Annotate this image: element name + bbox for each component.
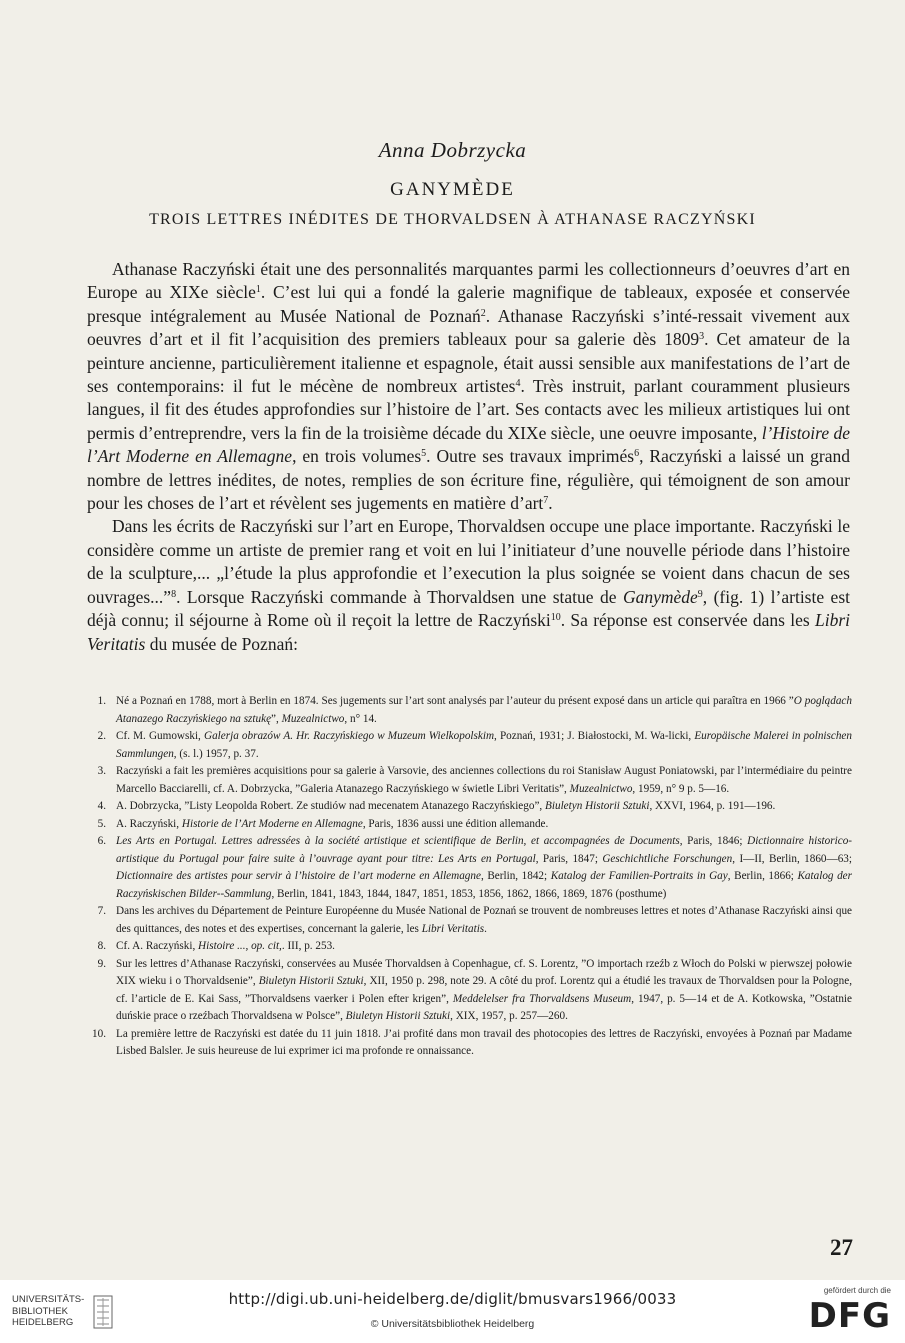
- text-run: . Sa réponse est conservée dans les: [560, 610, 815, 631]
- italic-text: Ganymède: [622, 586, 698, 607]
- italic-text: Les Arts en Portugal. Lettres adressées à la société artistique et scientifique de Berlin, et accompagnées de Documents: [116, 835, 680, 847]
- text-run: . Cet amateur de la peinture ancienne, particulièrement italienne et espagnole, était aussi sensible aux manifestations de l’art de ses contemporains: il fut le mécène de nombreux artistes: [87, 329, 850, 397]
- footnote-item: [86, 728, 852, 763]
- text-run: . III, p. 253.: [281, 940, 335, 952]
- text-run: Dans les écrits de Raczyński sur l’art en Europe, Thorvaldsen occupe une place importante. Raczyński le considère comme un artiste de premier rang et voit en lui l’initiateur d’une nouvelle période dans l’histoire de la sculpture,... „l’étude la plus approfondie et l’execution la plus soignée se voient dans chacun de ses ouvrages...”: [87, 516, 850, 607]
- italic-text: Libri Veritatis: [87, 610, 850, 654]
- footnote-ref: 4: [515, 378, 521, 390]
- footnote-number: 9.: [97, 957, 106, 970]
- footnote-ref: 8: [171, 588, 177, 600]
- italic-text: Dictionnaire des artistes pour servir à l’histoire de l’art moderne en Allemagne: [116, 870, 481, 882]
- text-run: , 1947, p. 5—14 et de A. Kotkowska, ”Ostatnie duńskie prace o rzeźbach Thorvaldsena w Polsce”,: [116, 992, 852, 1022]
- italic-text: Galerja obrazów A. Hr. Raczyńskiego w Muzeum Wielkopolskim: [203, 730, 495, 742]
- text-run: , n° 14.: [344, 712, 377, 725]
- italic-text: Libri Veritatis: [421, 922, 485, 935]
- copyright-notice: © Universitätsbibliothek Heidelberg: [370, 1318, 535, 1330]
- footnote-ref: 2: [480, 307, 486, 319]
- text-run: Cf. M. Gumowski,: [116, 730, 204, 742]
- text-run: Cf. A. Raczyński,: [116, 940, 199, 952]
- text-run: , XIX, 1957, p. 257—260.: [450, 1010, 568, 1022]
- text-run: , Paris, 1846;: [679, 835, 748, 847]
- footnote-ref: 7: [543, 495, 549, 507]
- italic-text: l’Histoire de l’Art Moderne en Allemagne: [87, 422, 850, 467]
- italic-text: Biuletyn Historii Sztuki: [258, 975, 364, 987]
- text-run: La première lettre de Raczyński est datée du 11 juin 1818. J’ai profité dans mon travail des photocopies des lettres de Raczyński, envoyées à Poznań par Madame Lisbed Balsler. Je suis heureuse de lui exprimer ici ma profonde re onnaissance.: [116, 1027, 852, 1057]
- page-number: 27: [830, 1235, 853, 1260]
- footnote-number: 4.: [97, 800, 106, 812]
- library-logo-line: HEIDELBERG: [12, 1317, 74, 1328]
- footnote-item: [86, 798, 852, 816]
- text-run: . Lorsque Raczyński commande à Thorvaldsen une statue de: [176, 586, 623, 607]
- footnote-ref: 5: [421, 448, 427, 460]
- text-run: , Berlin, 1841, 1843, 1844, 1847, 1851, 1853, 1856, 1862, 1866, 1869, 1876 (posthume): [271, 887, 667, 900]
- text-run: du musée de Poznań:: [145, 633, 298, 654]
- italic-text: Biuletyn Historii Sztuki: [545, 800, 650, 812]
- italic-text: Meddelelser fra Thorvaldsens Museum: [452, 992, 632, 1005]
- footnote-ref: 3: [699, 331, 705, 343]
- text-run: , (fig. 1) l’artiste est déjà connu; il séjourne à Rome où il reçoit la lettre de Raczyński: [87, 586, 850, 631]
- footnote-item: [86, 938, 852, 956]
- footnote-item: [86, 956, 852, 1026]
- text-run: , Berlin, 1866;: [727, 870, 798, 882]
- footnote-number: 6.: [97, 835, 106, 847]
- footnotes-list: [86, 693, 852, 1061]
- text-run: Raczyński a fait les premières acquisitions pour sa galerie à Varsovie, des anciennes collections du roi Stanisław August Poniatowski, par l’intermédiaire du peintre Marcello Bacciarelli, cf. A. Dobrzycka, ”Galeria Atanazego Raczyńskiego w świetle Libri Veritatis”,: [116, 765, 852, 795]
- text-run: , Paris, 1836 aussi une édition allemande.: [362, 817, 549, 830]
- source-url-link[interactable]: http://digi.ub.uni-heidelberg.de/diglit/bmusvars1966/0033: [228, 1290, 677, 1308]
- footnote-ref: 10: [550, 612, 561, 624]
- italic-text: Muzealnictwo: [569, 782, 633, 795]
- footnote-number: 3.: [97, 765, 106, 777]
- footnote-ref: 1: [255, 284, 261, 296]
- text-run: , XXVI, 1964, p. 191—196.: [649, 800, 776, 812]
- text-run: . Très instruit, parlant couramment plusieurs langues, il fit des études approfondies sur l’histoire de l’art. Ses contacts avec les milieux artistiques lui ont permis d’entreprendre, vers la fin de la troisième décade du XIXe siècle, une oeuvre imposante,: [87, 376, 851, 443]
- text-run: , Paris, 1847;: [535, 852, 603, 865]
- footnote-item: [86, 833, 852, 903]
- footnote-number: 10.: [92, 1027, 106, 1040]
- text-run: A. Dobrzycka, ”Listy Leopolda Robert. Ze studiów nad mecenatem Atanazego Raczyńskiego”,: [116, 800, 546, 812]
- paragraph-1: [87, 258, 850, 515]
- article-subtitle: TROIS LETTRES INÉDITES DE THORVALDSEN À ATHANASE RACZYŃSKI: [149, 211, 756, 228]
- italic-text: Katalog der Raczyńskischen Bilder--Sammlung: [116, 870, 852, 900]
- text-run: Athanase Raczyński était une des personnalités marquantes parmi les collectionneurs d’oeuvres d’art en Europe au XIXe siècle: [87, 259, 850, 303]
- text-run: , en trois volumes: [292, 446, 422, 467]
- italic-text: Histoire ..., op. cit,: [198, 940, 282, 952]
- text-run: , Poznań, 1931; J. Białostocki, M. Wa-licki,: [494, 730, 695, 742]
- italic-text: Katalog der Familien-Portraits in Gay: [550, 870, 728, 882]
- text-run: Né a Poznań en 1788, mort à Berlin en 1874. Ses jugements sur l’art sont analysés par l’auteur du présent exposé dans un article qui paraîtra en 1966 ”: [116, 695, 794, 707]
- text-run: . Outre ses travaux imprimés: [426, 446, 635, 467]
- library-logo-line: BIBLIOTHEK: [12, 1305, 68, 1317]
- italic-text: Biuletyn Historii Sztuki: [345, 1010, 451, 1022]
- author-name: Anna Dobrzycka: [378, 138, 527, 162]
- text-run: , Raczyński a laissé un grand nombre de lettres inédites, de notes, remplies de son écriture fine, régulière, qui témoignent de son amour pour les choses de l’art et révèlent ses jugements en matière d’art: [87, 446, 851, 514]
- library-logo-line: UNIVERSITÄTS-: [12, 1294, 85, 1305]
- footnote-item: [86, 903, 852, 938]
- paragraph-2: [87, 515, 850, 655]
- dfg-logo: DFG: [808, 1296, 891, 1336]
- italic-text: Muzealnictwo: [281, 712, 345, 725]
- text-run: , 1959, n° 9 p. 5—16.: [632, 782, 730, 795]
- text-run: , (s. l.) 1957, p. 37.: [173, 747, 259, 760]
- footnote-ref: 6: [634, 448, 640, 460]
- text-run: Dans les archives du Département de Peinture Européenne du Musée National de Poznań se trouvent de nombreuses lettres et notes d’Athanase Raczyński ainsi que des quittances, des notes et des expertises, concernant la galerie, les: [116, 905, 852, 935]
- text-run: , XII, 1950 p. 298, note 29. A côté du prof. Lorentz qui a étudié les travaux de Thorvaldsen pour la Pologne, cf. l’article de E. Kai Sass, ”Thorvaldsens vaerker i Polen efter krigen”,: [116, 975, 852, 1005]
- footnote-item: [86, 816, 852, 834]
- footnote-ref: 9: [697, 588, 703, 600]
- italic-text: Europäische Malerei in polnischen Sammlungen: [116, 730, 852, 760]
- text-run: , Berlin, 1842;: [480, 870, 551, 882]
- text-run: .: [548, 493, 553, 514]
- text-run: ”,: [271, 712, 282, 725]
- italic-text: O poglądach Atanazego Raczyńskiego na sztukę: [116, 695, 852, 725]
- footnote-number: 8.: [97, 940, 106, 952]
- footnote-item: [86, 763, 852, 798]
- footnote-number: 2.: [97, 730, 106, 742]
- dfg-caption: gefördert durch die: [823, 1286, 891, 1295]
- text-run: , I—II, Berlin, 1860—63;: [732, 852, 853, 865]
- footnote-item: [86, 1026, 852, 1061]
- text-run: .: [484, 922, 487, 935]
- text-run: Sur les lettres d’Athanase Raczyński, conservées au Musée Thorvaldsen à Copenhague, cf. S. Lorentz, ”O importach rzeźb z Włoch do Polski w pierwszej połowie XIX wieku i o Thorvaldsenie”,: [116, 957, 852, 987]
- text-run: . C’est lui qui a fondé la galerie magnifique de tableaux, exposée et conservée presque intégralement au Musée National de Poznań: [87, 282, 850, 326]
- footnote-number: 7.: [97, 905, 106, 917]
- article-title: GANYMÈDE: [390, 179, 515, 200]
- footnote-number: 1.: [97, 695, 106, 707]
- footnote-number: 5.: [97, 817, 106, 830]
- article-body: [87, 258, 850, 656]
- italic-text: Historie de l’Art Moderne en Allemagne: [181, 817, 363, 830]
- text-run: A. Raczyński,: [116, 817, 182, 830]
- footnote-item: [86, 693, 852, 728]
- italic-text: Geschichtliche Forschungen: [602, 852, 733, 865]
- italic-text: Dictionnaire historico-artistique du Portugal pour faire suite à l’ouvrage ayant pour titre: Les Arts en Portugal: [116, 835, 853, 865]
- text-run: . Athanase Raczyński s’inté-ressait vivement aux oeuvres d’art et il fit l’acquisition des premiers tableaux pour sa galerie dès 1809: [87, 305, 850, 350]
